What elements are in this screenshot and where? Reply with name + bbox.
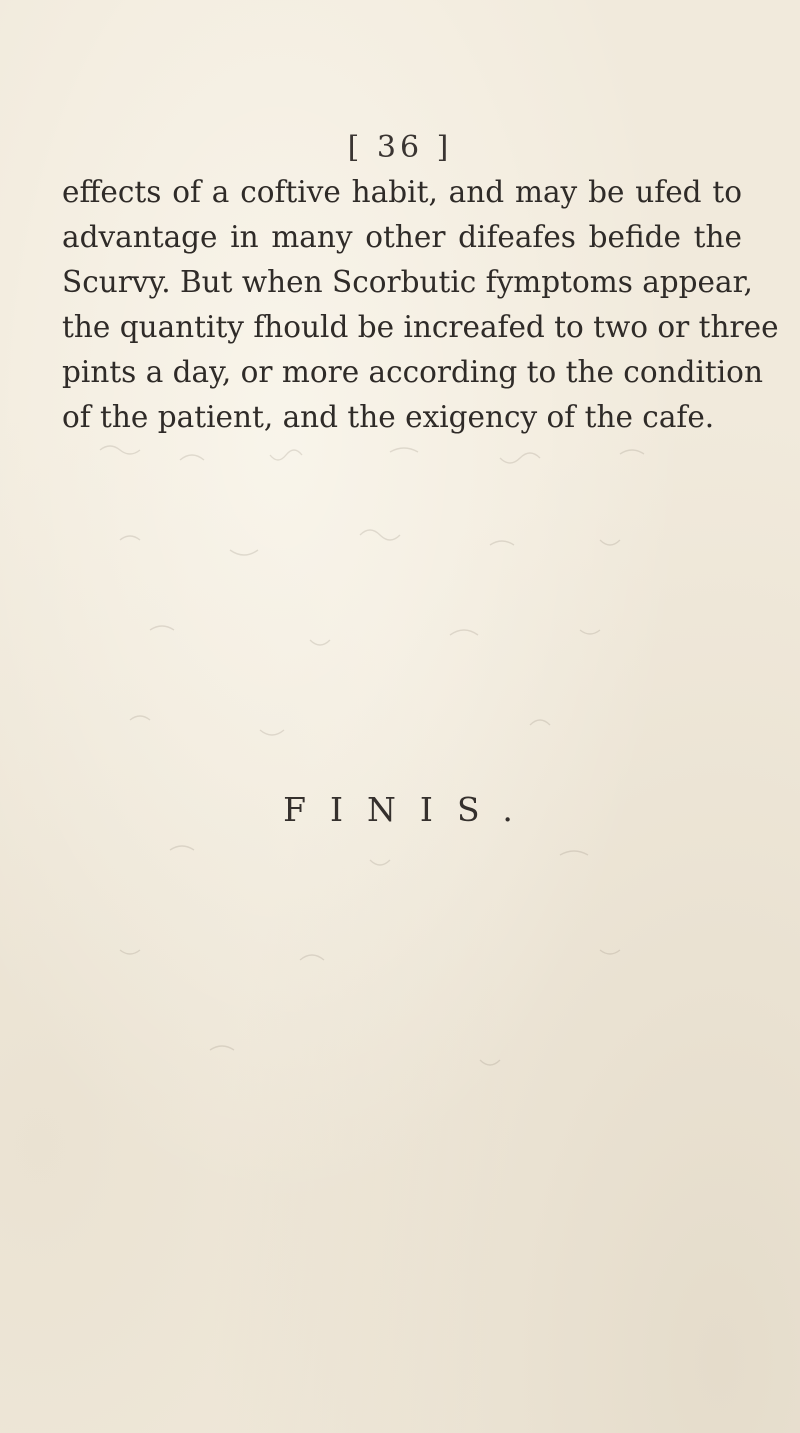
text-line: Scurvy. But when Scorbutic fymptoms appear, xyxy=(62,265,753,299)
body-paragraph xyxy=(62,170,779,440)
text-line: the quantity fhould be increafed to two or three xyxy=(62,310,779,344)
text-line: effects of a coftive habit, and may be ufed to xyxy=(62,175,742,209)
finis-heading: FINIS. xyxy=(283,790,537,829)
show-through-texture xyxy=(60,430,720,1110)
text-line: advantage in many other difeafes befide the xyxy=(62,220,742,254)
text-line: pints a day, or more according to the condition xyxy=(62,355,763,389)
page-number: [ 36 ] xyxy=(347,130,453,165)
text-line: of the patient, and the exigency of the cafe. xyxy=(62,400,715,434)
